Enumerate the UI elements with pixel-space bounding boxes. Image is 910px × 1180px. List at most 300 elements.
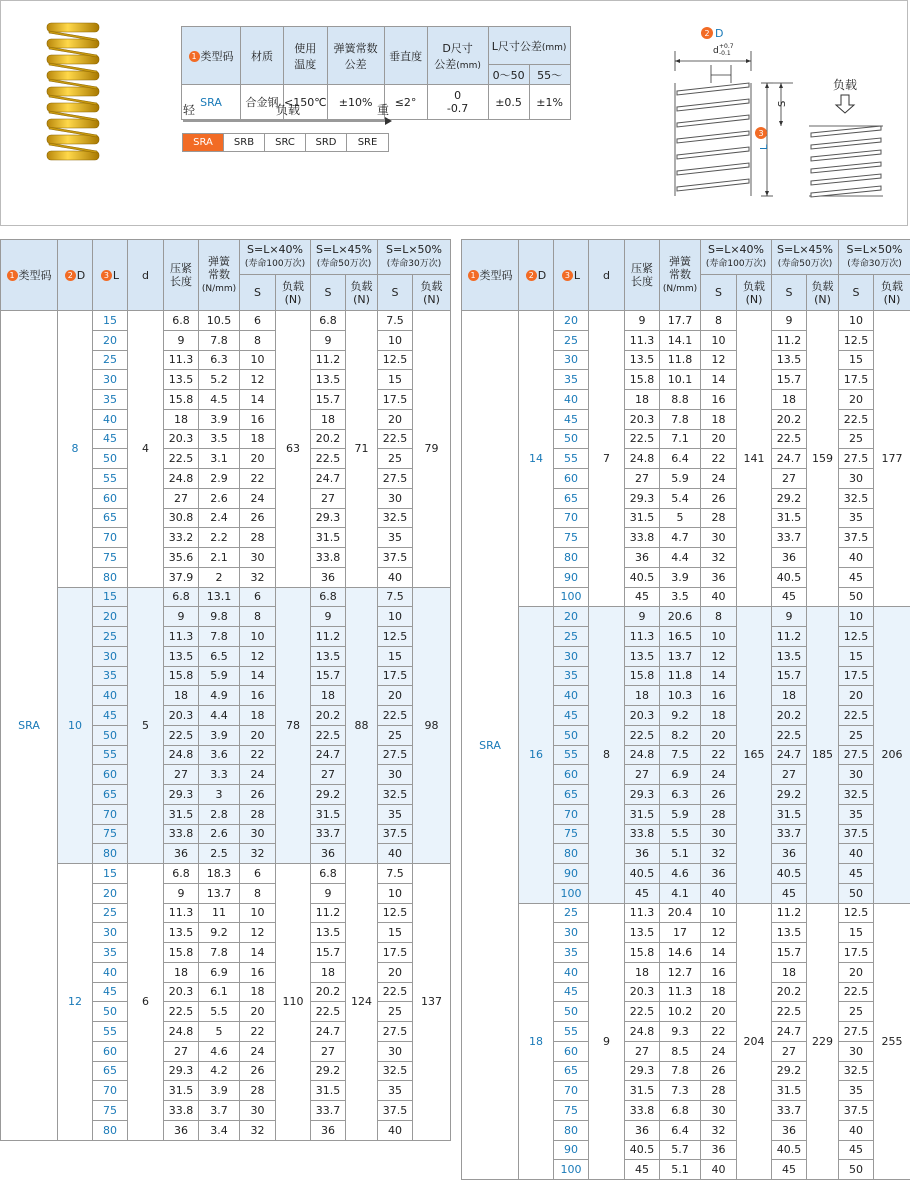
cell-s40: 12 [240, 370, 276, 390]
cell-s45: 18 [311, 409, 346, 429]
cell-s45: 33.7 [772, 528, 807, 548]
diagram-badge-3-text: 3 [758, 129, 763, 138]
cell-s40: 28 [701, 1081, 737, 1101]
number-badge-2: 2 [65, 270, 76, 281]
cell-s45: 24.7 [311, 745, 346, 765]
cell-s50: 15 [378, 646, 413, 666]
cell-s50: 32.5 [378, 508, 413, 528]
cell-D: 16 [519, 607, 554, 903]
cell-s50: 30 [839, 765, 874, 785]
cell-L: 50 [93, 449, 128, 469]
cell-s45: 11.2 [311, 903, 346, 923]
cell-spring-constant: 10.2 [660, 1002, 701, 1022]
spec-header-perp: 垂直度 [384, 27, 427, 85]
cell-spring-constant: 3.5 [660, 587, 701, 607]
header-s45-load-right: 负载 (N) [807, 275, 839, 311]
cell-solid-length: 18 [625, 390, 660, 410]
spec-material: 合金钢 [241, 85, 284, 120]
number-badge-3: 3 [101, 270, 112, 281]
cell-solid-length: 18 [164, 409, 199, 429]
cell-L: 80 [554, 1120, 589, 1140]
cell-s45: 45 [772, 587, 807, 607]
cell-L: 90 [554, 864, 589, 884]
header-L-right: 3 L [554, 240, 589, 311]
cell-s50: 27.5 [378, 1022, 413, 1042]
cell-solid-length: 29.3 [625, 488, 660, 508]
cell-s50: 22.5 [378, 429, 413, 449]
cell-s40: 28 [240, 804, 276, 824]
code-chip-srb[interactable]: SRB [224, 134, 265, 151]
cell-solid-length: 20.3 [164, 706, 199, 726]
cell-L: 15 [93, 587, 128, 607]
cell-s50: 37.5 [839, 528, 874, 548]
cell-s50: 15 [378, 923, 413, 943]
cell-spring-constant: 17 [660, 923, 701, 943]
cell-L: 40 [554, 390, 589, 410]
cell-spring-constant: 5.9 [660, 469, 701, 489]
cell-s45: 13.5 [772, 646, 807, 666]
cell-spring-constant: 4.7 [660, 528, 701, 548]
cell-s50: 25 [378, 449, 413, 469]
cell-L: 50 [93, 1002, 128, 1022]
cell-spring-constant: 11.3 [660, 982, 701, 1002]
code-chip-sre[interactable]: SRE [347, 134, 388, 151]
cell-s45: 15.7 [772, 666, 807, 686]
cell-spring-constant: 13.7 [199, 883, 240, 903]
cell-solid-length: 20.3 [625, 706, 660, 726]
cell-load50: 206 [874, 607, 910, 903]
cell-solid-length: 36 [625, 548, 660, 568]
cell-L: 15 [93, 864, 128, 884]
cell-spring-constant: 9.2 [660, 706, 701, 726]
cell-L: 70 [93, 804, 128, 824]
cell-solid-length: 18 [625, 686, 660, 706]
cell-s45: 18 [772, 686, 807, 706]
cell-solid-length: 13.5 [625, 350, 660, 370]
cell-s50: 20 [839, 390, 874, 410]
spec-const: ±10% [327, 85, 384, 120]
cell-L: 80 [554, 844, 589, 864]
cell-s50: 37.5 [839, 824, 874, 844]
cell-L: 40 [93, 962, 128, 982]
spec-header-code: 1 类型码 [182, 27, 241, 85]
cell-s40: 24 [701, 1041, 737, 1061]
cell-s40: 26 [240, 785, 276, 805]
cell-s50: 30 [839, 469, 874, 489]
cell-s45: 24.7 [772, 1022, 807, 1042]
number-badge-1: 1 [468, 270, 479, 281]
cell-s50: 32.5 [839, 488, 874, 508]
cell-spring-constant: 2.9 [199, 469, 240, 489]
cell-s40: 24 [240, 765, 276, 785]
spring-dimension-diagram [661, 21, 901, 211]
cell-solid-length: 29.3 [625, 785, 660, 805]
cell-s40: 10 [240, 350, 276, 370]
diagram-D-label: D [715, 27, 723, 40]
cell-L: 40 [554, 962, 589, 982]
cell-s45: 33.8 [311, 548, 346, 568]
cell-s50: 50 [839, 587, 874, 607]
cell-s45: 36 [772, 844, 807, 864]
cell-L: 45 [554, 409, 589, 429]
cell-spring-constant: 3.9 [660, 567, 701, 587]
cell-spring-constant: 20.6 [660, 607, 701, 627]
cell-spring-constant: 12.7 [660, 962, 701, 982]
cell-load45: 71 [346, 311, 378, 588]
cell-s45: 9 [311, 607, 346, 627]
cell-solid-length: 33.8 [625, 528, 660, 548]
cell-s50: 30 [378, 1041, 413, 1061]
cell-spring-constant: 4.4 [199, 706, 240, 726]
cell-s45: 27 [311, 765, 346, 785]
cell-spring-constant: 8.8 [660, 390, 701, 410]
cell-L: 35 [554, 943, 589, 963]
cell-s45: 9 [311, 883, 346, 903]
cell-L: 75 [554, 824, 589, 844]
cell-spring-constant: 6.5 [199, 646, 240, 666]
cell-s40: 18 [240, 706, 276, 726]
cell-load45: 229 [807, 903, 839, 1180]
cell-s40: 28 [701, 804, 737, 824]
cell-solid-length: 33.2 [164, 528, 199, 548]
code-chip-sra[interactable]: SRA [183, 134, 224, 151]
cell-s50: 10 [378, 883, 413, 903]
cell-load45: 159 [807, 311, 839, 607]
diagram-d-tol-bot: -0.1 [719, 50, 731, 57]
cell-L: 35 [554, 370, 589, 390]
cell-L: 65 [93, 785, 128, 805]
cell-solid-length: 22.5 [625, 725, 660, 745]
code-chip-srd[interactable]: SRD [306, 134, 347, 151]
cell-L: 30 [93, 923, 128, 943]
cell-s50: 17.5 [839, 370, 874, 390]
cell-L: 50 [554, 1002, 589, 1022]
cell-s50: 15 [839, 646, 874, 666]
cell-s40: 18 [240, 982, 276, 1002]
diagram-d-label: d [713, 46, 719, 56]
cell-s50: 12.5 [839, 330, 874, 350]
cell-solid-length: 29.3 [164, 785, 199, 805]
cell-L: 65 [93, 508, 128, 528]
cell-s40: 16 [240, 409, 276, 429]
cell-spring-constant: 3.6 [199, 745, 240, 765]
cell-s45: 13.5 [772, 923, 807, 943]
header-s45-S-left: S [311, 275, 346, 311]
cell-s50: 37.5 [378, 824, 413, 844]
number-badge-2: 2 [526, 270, 537, 281]
cell-s45: 45 [772, 1160, 807, 1180]
cell-s50: 32.5 [839, 785, 874, 805]
cell-s40: 40 [701, 1160, 737, 1180]
cell-s50: 12.5 [378, 903, 413, 923]
cell-s45: 31.5 [772, 804, 807, 824]
cell-load50: 98 [413, 587, 451, 864]
cell-s40: 24 [240, 1041, 276, 1061]
load-label: 负载 [276, 101, 300, 118]
cell-s40: 26 [240, 508, 276, 528]
spec-header-ltol-b: 55～ [529, 65, 570, 85]
cell-L: 60 [93, 488, 128, 508]
cell-s45: 18 [772, 390, 807, 410]
table-row [462, 903, 910, 923]
cell-s45: 9 [311, 330, 346, 350]
cell-s45: 11.2 [772, 903, 807, 923]
cell-s50: 22.5 [378, 982, 413, 1002]
number-badge-3: 3 [562, 270, 573, 281]
cell-s45: 13.5 [311, 646, 346, 666]
cell-s50: 37.5 [378, 1101, 413, 1121]
cell-s40: 8 [240, 330, 276, 350]
cell-solid-length: 20.3 [164, 982, 199, 1002]
cell-s50: 10 [839, 311, 874, 331]
cell-s50: 40 [839, 548, 874, 568]
cell-L: 45 [93, 429, 128, 449]
cell-s50: 37.5 [839, 1101, 874, 1121]
cell-s45: 15.7 [311, 390, 346, 410]
code-chip-src[interactable]: SRC [265, 134, 306, 151]
spec-header-ltol: L尺寸公差(mm) [488, 27, 570, 65]
cell-spring-constant: 7.8 [199, 330, 240, 350]
cell-spring-constant: 3.3 [199, 765, 240, 785]
load-down-arrow-icon [836, 95, 854, 113]
cell-spring-constant: 4.9 [199, 686, 240, 706]
cell-spring-constant: 6.1 [199, 982, 240, 1002]
cell-s45: 36 [311, 567, 346, 587]
cell-s50: 7.5 [378, 587, 413, 607]
cell-s50: 20 [378, 686, 413, 706]
cell-s40: 24 [701, 765, 737, 785]
cell-s50: 27.5 [839, 1022, 874, 1042]
cell-L: 80 [554, 548, 589, 568]
number-badge-1: 1 [189, 51, 200, 62]
cell-spring-constant: 14.6 [660, 943, 701, 963]
cell-solid-length: 9 [164, 883, 199, 903]
cell-s40: 28 [701, 508, 737, 528]
cell-L: 20 [93, 883, 128, 903]
cell-s40: 12 [701, 646, 737, 666]
cell-L: 55 [93, 1022, 128, 1042]
header-s50-right: S=L×50% (寿命30万次) [839, 240, 910, 275]
cell-solid-length: 15.8 [625, 943, 660, 963]
cell-spring-constant: 4.6 [199, 1041, 240, 1061]
header-s40-load-right: 负载 (N) [737, 275, 772, 311]
cell-spring-constant: 10.1 [660, 370, 701, 390]
cell-spring-constant: 3.9 [199, 409, 240, 429]
spec-header-const: 弹簧常数 公差 [327, 27, 384, 85]
cell-s45: 27 [311, 1041, 346, 1061]
number-badge-1: 1 [7, 270, 18, 281]
cell-s45: 11.2 [772, 330, 807, 350]
cell-spring-constant: 6.4 [660, 1120, 701, 1140]
cell-solid-length: 40.5 [625, 1140, 660, 1160]
cell-solid-length: 27 [164, 1041, 199, 1061]
cell-L: 80 [93, 567, 128, 587]
cell-s45: 27 [772, 765, 807, 785]
cell-D: 12 [58, 864, 93, 1141]
cell-s40: 18 [701, 409, 737, 429]
cell-d: 6 [128, 864, 164, 1141]
cell-s40: 20 [701, 1002, 737, 1022]
cell-spring-constant: 7.8 [660, 409, 701, 429]
cell-s50: 10 [378, 330, 413, 350]
cell-s40: 6 [240, 864, 276, 884]
cell-s40: 36 [701, 864, 737, 884]
cell-spring-constant: 6.3 [660, 785, 701, 805]
cell-solid-length: 11.3 [625, 330, 660, 350]
cell-solid-length: 9 [164, 330, 199, 350]
cell-s45: 11.2 [311, 350, 346, 370]
cell-L: 20 [93, 607, 128, 627]
cell-solid-length: 9 [625, 607, 660, 627]
cell-L: 25 [93, 903, 128, 923]
cell-s50: 45 [839, 1140, 874, 1160]
cell-spring-constant: 5.2 [199, 370, 240, 390]
cell-solid-length: 22.5 [164, 449, 199, 469]
cell-s50: 40 [378, 1120, 413, 1140]
cell-spring-constant: 8.5 [660, 1041, 701, 1061]
cell-spring-constant: 5.5 [660, 824, 701, 844]
cell-s45: 27 [311, 488, 346, 508]
cell-d: 5 [128, 587, 164, 864]
cell-solid-length: 13.5 [625, 923, 660, 943]
cell-load40: 204 [737, 903, 772, 1180]
cell-solid-length: 36 [164, 1120, 199, 1140]
cell-s50: 35 [839, 1081, 874, 1101]
cell-solid-length: 36 [164, 844, 199, 864]
cell-s40: 30 [701, 1101, 737, 1121]
cell-s50: 35 [839, 508, 874, 528]
cell-solid-length: 24.8 [164, 469, 199, 489]
cell-D: 10 [58, 587, 93, 864]
cell-L: 45 [93, 706, 128, 726]
table-row [1, 311, 451, 331]
cell-load40: 110 [276, 864, 311, 1141]
spec-ltol-b: ±1% [529, 85, 570, 120]
cell-s50: 17.5 [378, 666, 413, 686]
cell-spring-constant: 7.8 [199, 627, 240, 647]
cell-solid-length: 27 [164, 488, 199, 508]
cell-s45: 24.7 [772, 745, 807, 765]
cell-s40: 14 [701, 943, 737, 963]
cell-L: 55 [554, 449, 589, 469]
cell-solid-length: 18 [625, 962, 660, 982]
cell-s40: 32 [701, 548, 737, 568]
cell-s40: 22 [240, 1022, 276, 1042]
header-d-right: d [589, 240, 625, 311]
cell-s50: 30 [839, 1041, 874, 1061]
cell-s45: 9 [772, 607, 807, 627]
cell-s45: 22.5 [311, 1002, 346, 1022]
cell-spring-constant: 9.8 [199, 607, 240, 627]
cell-spring-constant: 2.8 [199, 804, 240, 824]
cell-L: 45 [554, 982, 589, 1002]
cell-L: 45 [554, 706, 589, 726]
cell-s45: 33.7 [772, 824, 807, 844]
cell-s50: 15 [839, 923, 874, 943]
cell-load45: 88 [346, 587, 378, 864]
cell-s45: 20.2 [772, 409, 807, 429]
cell-s45: 20.2 [311, 429, 346, 449]
cell-s40: 26 [701, 785, 737, 805]
header-L-left: 3 L [93, 240, 128, 311]
header-code-right: 1 类型码 [462, 240, 519, 311]
cell-L: 55 [554, 1022, 589, 1042]
cell-solid-length: 18 [164, 686, 199, 706]
header-s40-right: S=L×40% (寿命100万次) [701, 240, 772, 275]
cell-spring-constant: 11 [199, 903, 240, 923]
cell-s50: 17.5 [378, 390, 413, 410]
cell-s40: 30 [701, 528, 737, 548]
load-heavy-label: 重 [377, 101, 389, 118]
cell-s45: 36 [772, 548, 807, 568]
cell-spring-constant: 4.4 [660, 548, 701, 568]
cell-spring-constant: 2.4 [199, 508, 240, 528]
cell-spring-constant: 6.3 [199, 350, 240, 370]
spec-header-ltol-a: 0～50 [488, 65, 529, 85]
cell-solid-length: 13.5 [625, 646, 660, 666]
cell-solid-length: 24.8 [164, 1022, 199, 1042]
cell-solid-length: 31.5 [625, 1081, 660, 1101]
cell-s50: 12.5 [839, 903, 874, 923]
cell-solid-length: 22.5 [164, 725, 199, 745]
cell-s40: 8 [240, 883, 276, 903]
cell-s50: 32.5 [839, 1061, 874, 1081]
cell-s45: 15.7 [311, 943, 346, 963]
cell-spring-constant: 2.6 [199, 488, 240, 508]
cell-spring-constant: 8.2 [660, 725, 701, 745]
cell-s45: 18 [772, 962, 807, 982]
cell-load40: 78 [276, 587, 311, 864]
cell-s50: 20 [378, 962, 413, 982]
cell-spring-constant: 10.5 [199, 311, 240, 331]
cell-s40: 12 [701, 923, 737, 943]
cell-L: 90 [554, 567, 589, 587]
cell-L: 30 [554, 350, 589, 370]
cell-s40: 36 [701, 1140, 737, 1160]
cell-L: 35 [93, 943, 128, 963]
cell-s40: 10 [701, 627, 737, 647]
cell-s40: 32 [240, 1120, 276, 1140]
cell-solid-length: 15.8 [625, 666, 660, 686]
cell-spring-constant: 9.2 [199, 923, 240, 943]
cell-L: 40 [93, 686, 128, 706]
header-s40-S-left: S [240, 275, 276, 311]
cell-spring-constant: 2.1 [199, 548, 240, 568]
cell-solid-length: 11.3 [625, 903, 660, 923]
product-overview-panel [0, 0, 908, 226]
cell-s40: 16 [701, 686, 737, 706]
cell-solid-length: 27 [164, 765, 199, 785]
cell-spring-constant: 11.8 [660, 666, 701, 686]
cell-s50: 10 [839, 607, 874, 627]
cell-s45: 20.2 [311, 706, 346, 726]
cell-spring-constant: 13.7 [660, 646, 701, 666]
cell-solid-length: 37.9 [164, 567, 199, 587]
cell-s45: 13.5 [311, 370, 346, 390]
cell-spring-constant: 2.5 [199, 844, 240, 864]
cell-L: 60 [554, 1041, 589, 1061]
cell-spring-constant: 5 [660, 508, 701, 528]
cell-solid-length: 45 [625, 1160, 660, 1180]
cell-s50: 50 [839, 883, 874, 903]
cell-L: 70 [554, 804, 589, 824]
cell-s40: 10 [701, 330, 737, 350]
cell-s50: 45 [839, 567, 874, 587]
cell-s50: 35 [378, 1081, 413, 1101]
cell-s50: 35 [378, 528, 413, 548]
cell-L: 55 [93, 469, 128, 489]
spec-header-dtol: D尺寸 公差(mm) [427, 27, 488, 85]
